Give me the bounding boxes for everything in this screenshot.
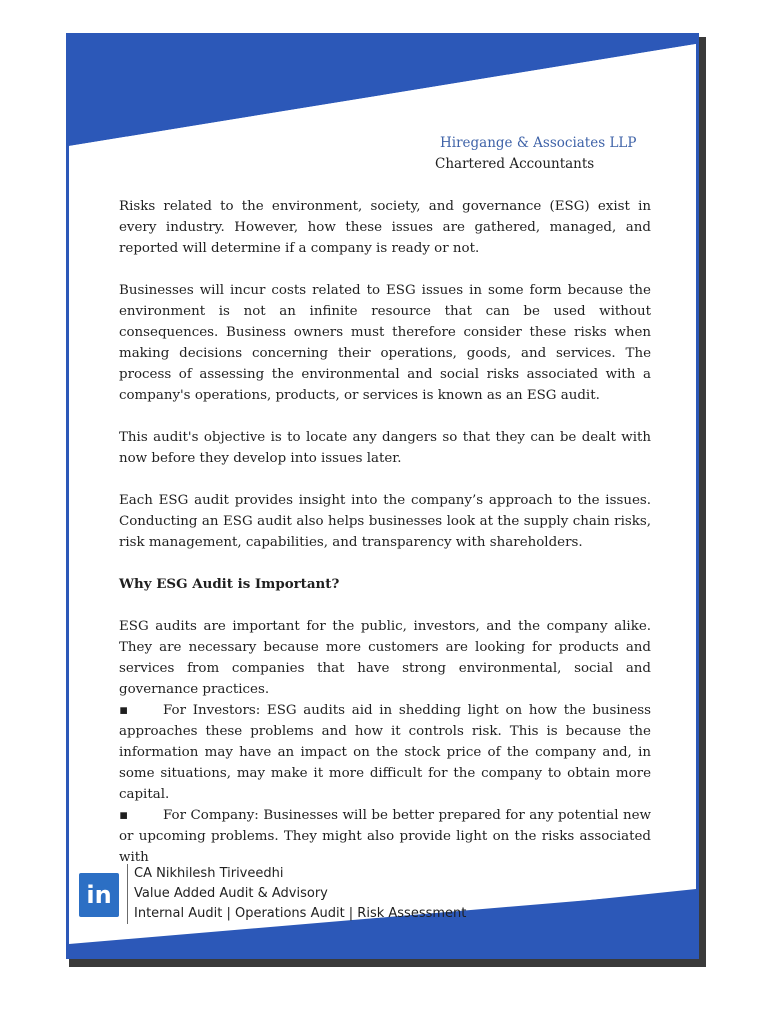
firm-subtitle: Chartered Accountants	[435, 156, 595, 172]
document-page	[66, 33, 699, 959]
linkedin-icon[interactable]: in	[79, 873, 119, 917]
section-heading: Why ESG Audit is Important?	[119, 576, 340, 592]
author-signature	[127, 864, 466, 924]
paragraph-objective: This audit's objective is to locate any dangers so that they can be dealt with now before they develop into issues later.	[119, 430, 651, 466]
author-role: Value Added Audit & Advisory	[134, 886, 328, 901]
bullet-text: For Investors: ESG audits aid in shedding light on how the business approaches these problems and how it controls risk. This is because the information may have an impact on the stock price of the company and, in some situations, may make it more difficult for the company to obtain more capital.	[119, 703, 651, 802]
document-body	[119, 196, 651, 868]
bullet-item-investors	[119, 700, 651, 805]
bullet-mark: ▪	[119, 703, 129, 718]
author-name: CA Nikhilesh Tiriveedhi	[134, 866, 284, 881]
bullet-text: For Company: Businesses will be better prepared for any potential new or upcoming problems. They might also provide light on the risks associated with	[119, 808, 651, 865]
bullet-mark: ▪	[119, 808, 129, 823]
firm-name: Hiregange & Associates LLP	[440, 135, 637, 151]
author-services: Internal Audit | Operations Audit | Risk Assessment	[134, 906, 467, 921]
top-blue-wedge	[69, 36, 696, 146]
bullet-item-company	[119, 805, 651, 868]
paragraph-intro: Risks related to the environment, society, and governance (ESG) exist in every industry. However, how these issues are gathered, managed, and reported will determine if a company is ready or not.	[119, 199, 651, 256]
paragraph-importance: ESG audits are important for the public, investors, and the company alike. They are necessary because more customers are looking for products and services from companies that have strong environmental, social and governance practices.	[119, 619, 651, 697]
paragraph-costs: Businesses will incur costs related to ESG issues in some form because the environment is not an infinite resource that can be used without consequences. Business owners must therefore consider these risks when making decisions concerning their operations, goods, and services. The process of assessing the environmental and social risks associated with a company's operations, products, or services is known as an ESG audit.	[119, 283, 651, 403]
paragraph-insight: Each ESG audit provides insight into the company’s approach to the issues. Conducting an ESG audit also helps businesses look at the supply chain risks, risk management, capabilities, and transparency with shareholders.	[119, 493, 651, 550]
